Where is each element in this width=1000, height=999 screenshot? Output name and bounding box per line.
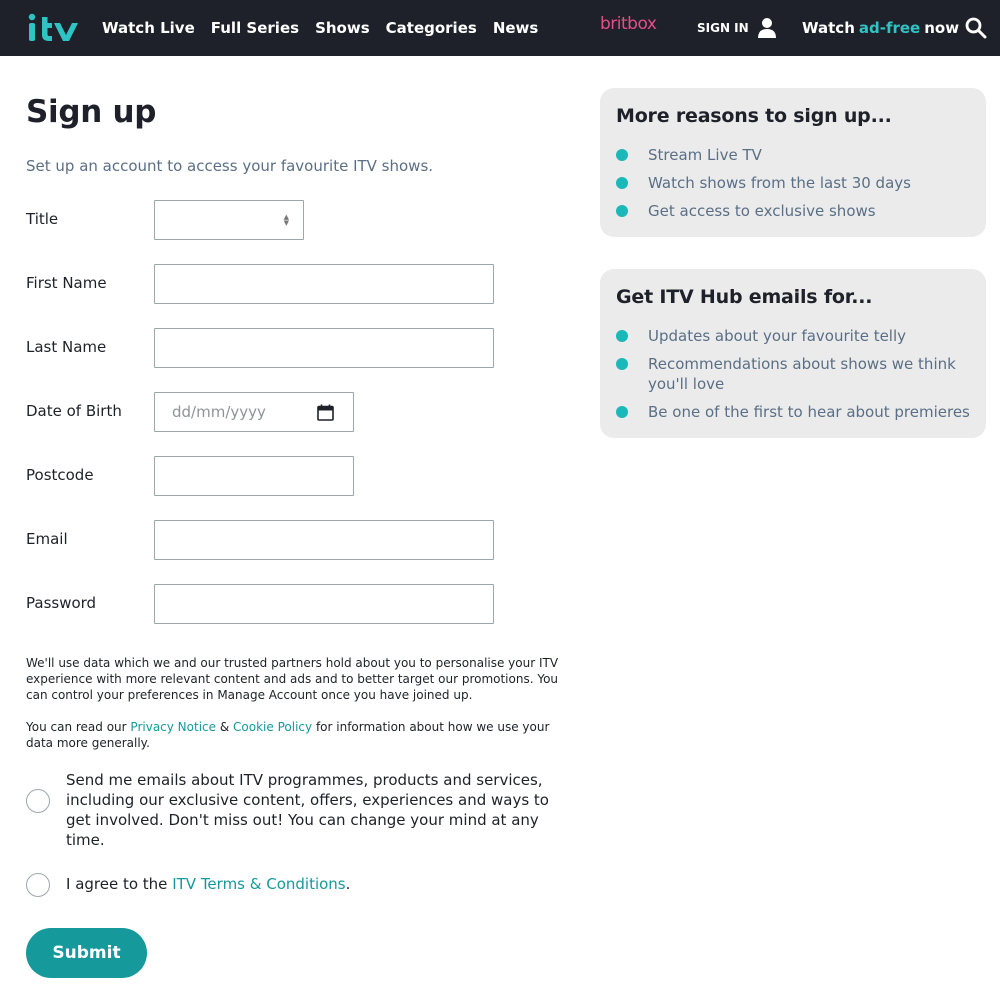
nav-full-series[interactable]: Full Series [210, 19, 300, 37]
emails-list [616, 326, 976, 430]
sign-in-button[interactable] [697, 0, 777, 56]
title-select[interactable] [154, 200, 304, 240]
bullet-icon [616, 177, 628, 189]
list-item [616, 354, 976, 394]
read-policies-paragraph [26, 719, 571, 751]
email-opt-in-radio[interactable] [26, 789, 50, 813]
emails-title: Get ITV Hub emails for... [616, 286, 873, 308]
bullet-icon [616, 149, 628, 161]
adfree-post: now [924, 19, 960, 37]
password-label: Password [26, 594, 97, 612]
reasons-panel [600, 88, 986, 237]
nav-news[interactable]: News [492, 19, 539, 37]
watch-ad-free-link[interactable] [802, 0, 959, 56]
user-icon [757, 17, 777, 39]
adfree-highlight: ad-free [858, 19, 921, 37]
reasons-title: More reasons to sign up... [616, 105, 892, 127]
first-name-label: First Name [26, 274, 107, 292]
last-name-label: Last Name [26, 338, 107, 356]
top-navigation-bar [0, 0, 1000, 56]
reasons-list [616, 145, 976, 229]
dob-label: Date of Birth [26, 402, 122, 420]
emails-panel [600, 269, 986, 438]
list-item [616, 145, 976, 165]
dob-placeholder: dd/mm/yyyy [172, 403, 266, 421]
list-item [616, 173, 976, 193]
terms-prefix: I agree to the [66, 875, 168, 893]
bullet-icon [616, 358, 628, 370]
privacy-paragraph: We'll use data which we and our trusted partners hold about you to personalise your ITV experience with more relevant content and ads and to better target our promotions. You can control your preferences in Manage Account once you have joined up. [26, 656, 559, 702]
amp-text: & [219, 720, 230, 734]
list-item [616, 201, 976, 221]
list-item [616, 326, 976, 346]
cookie-policy-link[interactable]: Cookie Policy [233, 720, 313, 734]
list-item-text: Watch shows from the last 30 days [648, 174, 911, 192]
select-arrows-icon: ▲ ▼ [283, 213, 289, 227]
bullet-icon [616, 330, 628, 342]
privacy-notice-link[interactable]: Privacy Notice [130, 720, 217, 734]
terms-link[interactable]: ITV Terms & Conditions [172, 875, 346, 893]
calendar-icon[interactable] [317, 404, 334, 421]
britbox-logo[interactable]: britbox [600, 14, 657, 34]
password-input[interactable] [154, 584, 494, 624]
read-prefix: You can read our [26, 720, 127, 734]
list-item-text: Be one of the first to hear about premieres [648, 403, 970, 421]
title-label: Title [26, 210, 59, 228]
terms-radio[interactable] [26, 873, 50, 897]
postcode-label: Postcode [26, 466, 94, 484]
bullet-icon [616, 205, 628, 217]
list-item-text: Updates about your favourite telly [648, 327, 907, 345]
list-item [616, 402, 976, 422]
terms-suffix: . [345, 875, 351, 893]
bullet-icon [616, 406, 628, 418]
svg-text:itv: itv [26, 13, 28, 14]
terms-label [66, 874, 576, 894]
itv-logo[interactable] [26, 13, 86, 43]
nav-categories[interactable]: Categories [385, 19, 477, 37]
first-name-input[interactable] [154, 264, 494, 304]
list-item-text: Recommendations about shows we think you'll love [648, 355, 956, 393]
search-icon[interactable] [965, 17, 987, 39]
email-opt-in-label: Send me emails about ITV programmes, products and services, including our exclusive content, offers, experiences and ways to get involved. Don't miss out! You can change your mind at any time. [66, 771, 549, 849]
page-subtitle: Set up an account to access your favourite ITV shows. [26, 157, 434, 175]
sign-in-label: SIGN IN [697, 21, 749, 35]
page-title: Sign up [26, 94, 157, 130]
submit-button[interactable]: Submit [26, 928, 147, 978]
dob-input[interactable] [154, 392, 354, 432]
last-name-input[interactable] [154, 328, 494, 368]
nav-watch-live[interactable]: Watch Live [102, 19, 195, 37]
email-input[interactable] [154, 520, 494, 560]
email-label: Email [26, 530, 68, 548]
adfree-pre: Watch [802, 19, 855, 37]
list-item-text: Stream Live TV [648, 146, 762, 164]
nav-shows[interactable]: Shows [315, 19, 370, 37]
read-suffix: for information about how we use your data more generally. [26, 720, 550, 750]
list-item-text: Get access to exclusive shows [648, 202, 876, 220]
main-nav [102, 0, 554, 56]
postcode-input[interactable] [154, 456, 354, 496]
